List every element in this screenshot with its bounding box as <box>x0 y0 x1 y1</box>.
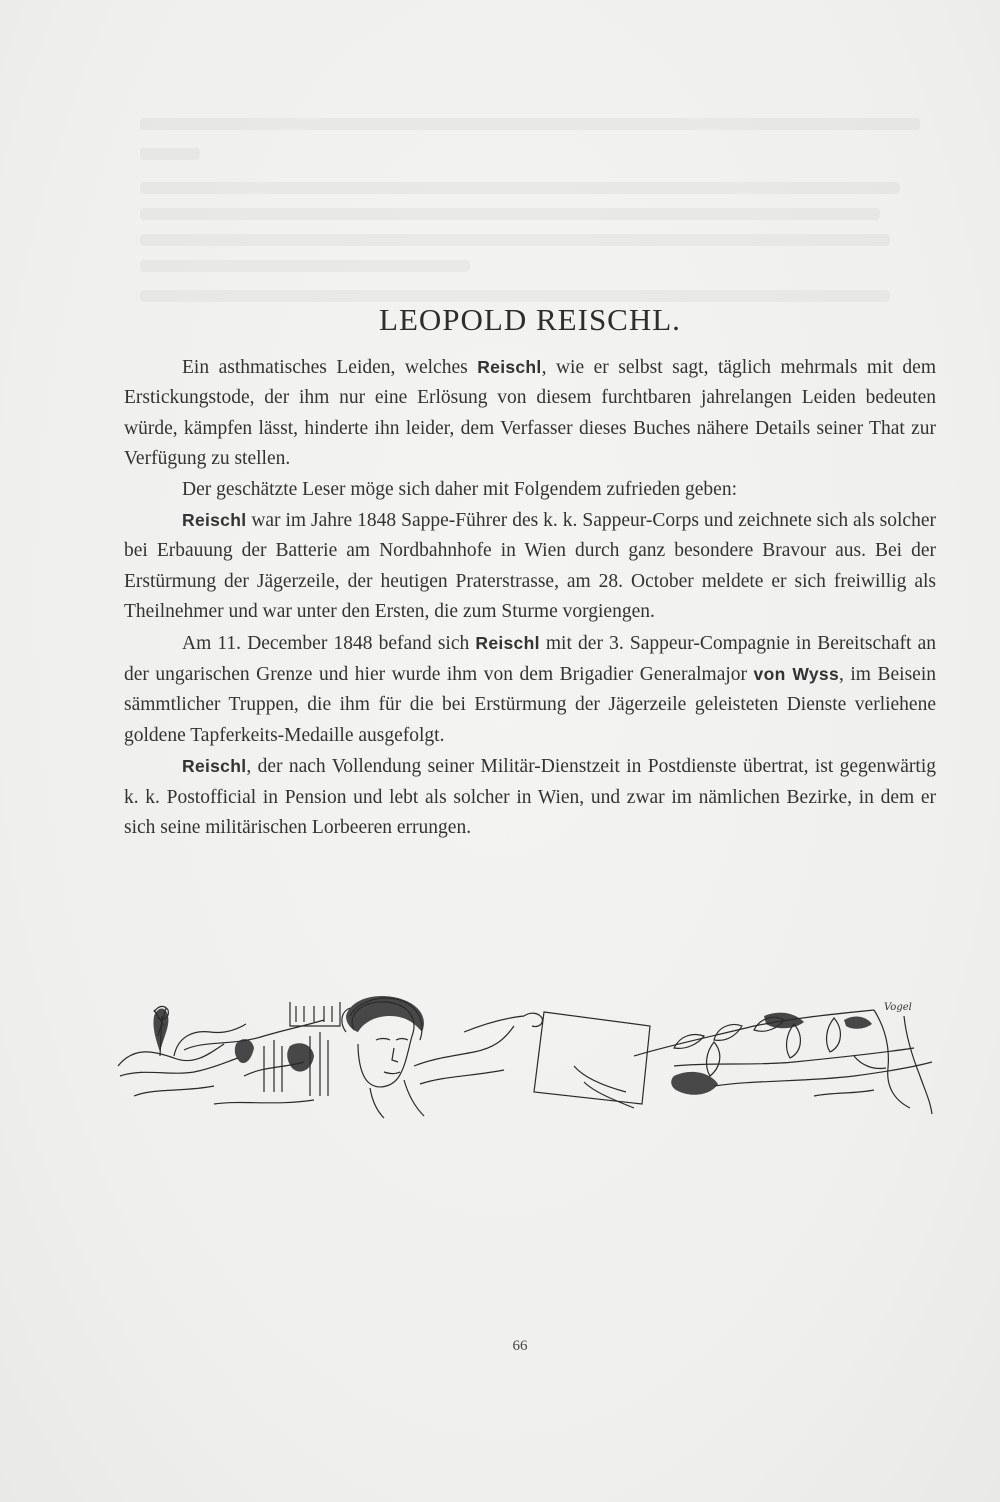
paragraph-text: , der nach Vollendung seiner Militär-Dienstzeit in Postdienste übertrat, ist gegenwärtig k. k. Postofficial in Pension und lebt als solcher in Wien, und zwar im nämlichen Bezirke, in dem er sich seine militärischen Lorbeeren errungen. <box>124 756 936 839</box>
bleed-through-line <box>140 234 890 246</box>
bleed-through-line <box>140 182 900 194</box>
emphasized-name: Reischl <box>182 756 247 777</box>
bleed-through-line <box>140 260 470 272</box>
bleed-through-line <box>140 118 920 130</box>
page-number: 66 <box>512 1338 528 1354</box>
paragraph-text: Der geschätzte Leser möge sich daher mit Folgendem zufrieden geben: <box>182 478 737 500</box>
vignette-signature: Vogel <box>884 1002 912 1013</box>
paragraph <box>124 628 936 752</box>
bleed-through-line <box>140 290 890 302</box>
emphasized-name: Reischl <box>477 357 542 377</box>
bleed-through-line <box>140 208 880 220</box>
bleed-through-line <box>140 148 200 160</box>
article-body <box>124 352 936 844</box>
paragraph-text: , wie er selbst sagt, täglich mehrmals mit dem Erstickungstode, der ihm nur eine Erlösung von diesem furchtbaren jahrelangen Leiden bedeuten würde, kämpfen lässt, hinderte ihn leider, dem Verfasser dieses Buches nähere Details seiner That zur Verfügung zu stellen. <box>124 357 936 470</box>
paragraph-text: , im Beisein sämmtlicher Truppen, die ihm für die bei Erstürmung der Jägerzeile geleisteten Dienste verliehene goldene Tapferkeits-Medaille ausgefolgt. <box>124 664 936 746</box>
paragraph <box>124 505 936 628</box>
paragraph-text: Ein asthmatisches Leiden, welches <box>182 357 478 378</box>
emphasized-name: Reischl <box>182 510 247 531</box>
paragraph-text: war im Jahre 1848 Sappe-Führer des k. k. Sappeur-Corps und zeichnete sich als solcher bei Erbauung der Batterie am Nordbahnhofe in Wien durch ganz besondere Bravour aus. Bei der Erstürmung der Jägerzeile, der heutigen Praterstrasse, am 28. October meldete er sich freiwillig als Theilnehmer und war unter den Ersten, die zum Sturme vorgiengen. <box>124 510 936 623</box>
paragraph-text: mit der 3. Sappeur-Compagnie in Bereitschaft an der ungarischen Grenze und hier wurde ihm von dem Brigadier Generalmajor <box>124 632 936 686</box>
paragraph <box>124 352 936 475</box>
paragraph-text: Am 11. December 1848 befand sich <box>182 632 476 654</box>
emphasized-name: von Wyss <box>753 664 839 685</box>
page-title: LEOPOLD REISCHL. <box>379 302 681 337</box>
paragraph <box>124 751 936 843</box>
paragraph <box>124 475 936 505</box>
art-nouveau-vignette-illustration <box>114 996 936 1122</box>
emphasized-name: Reischl <box>475 632 540 653</box>
